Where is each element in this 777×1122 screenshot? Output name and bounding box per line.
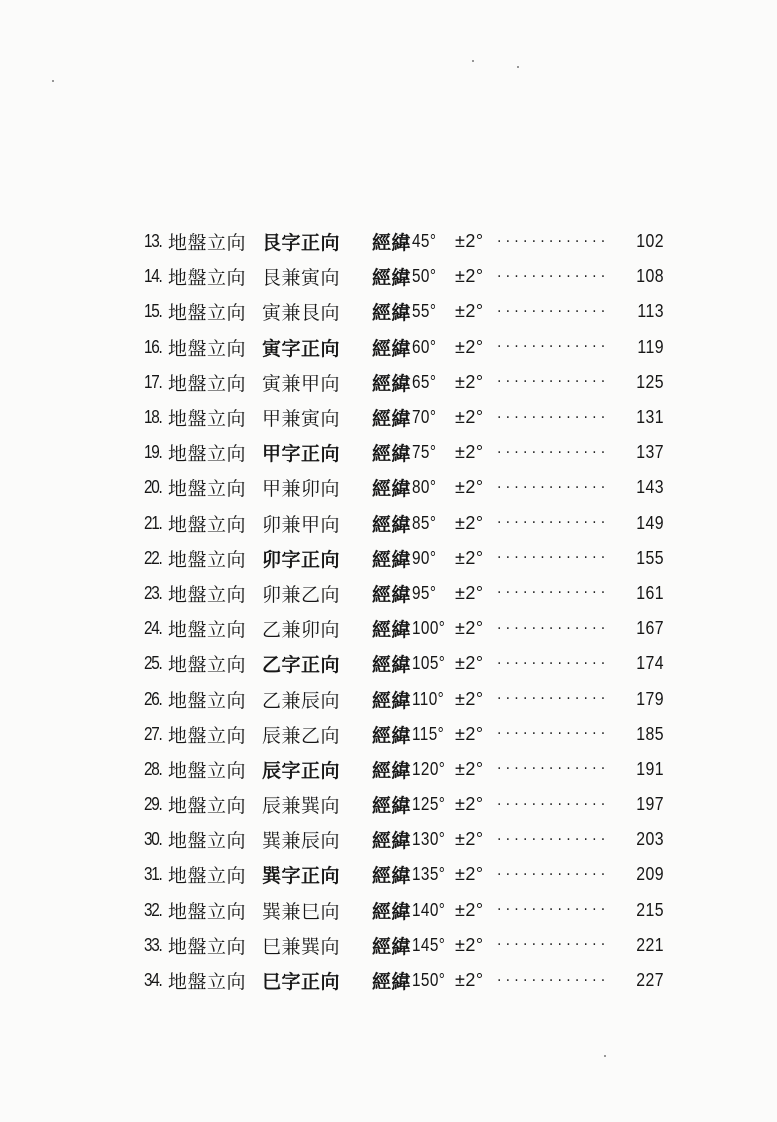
degree-label: 經緯 [372, 689, 412, 712]
toc-entry[interactable] [144, 787, 664, 822]
dot-leader: ············· [497, 444, 610, 461]
toc-entry[interactable] [144, 893, 664, 928]
degree-value: 110° [412, 688, 445, 709]
entry-direction: 甲字正向 [262, 443, 341, 466]
entry-degree [372, 615, 455, 642]
dot-leader: ············· [497, 585, 610, 602]
degree-label: 經緯 [372, 478, 412, 501]
degree-label: 經緯 [372, 232, 412, 255]
scan-speck [52, 80, 54, 82]
toc-entry[interactable] [144, 330, 664, 365]
entry-degree [372, 545, 455, 572]
entry-tolerance: ±2° [455, 512, 484, 533]
entry-number: 31. [144, 864, 162, 885]
entry-name: 地盤立向 [168, 513, 247, 536]
entry-direction: 辰兼乙向 [262, 724, 341, 747]
entry-direction: 艮兼寅向 [262, 267, 341, 290]
degree-label: 經緯 [372, 724, 412, 747]
entry-tolerance: ±2° [455, 899, 484, 920]
entry-tolerance: ±2° [455, 266, 484, 287]
degree-value: 45° [412, 231, 437, 252]
entry-direction: 辰兼巽向 [262, 795, 341, 818]
entry-name: 地盤立向 [168, 337, 247, 360]
entry-number: 34. [144, 970, 162, 991]
degree-label: 經緯 [372, 443, 412, 466]
toc-entry[interactable] [144, 752, 664, 787]
dot-leader: ············· [497, 409, 610, 426]
entry-tolerance: ±2° [455, 829, 484, 850]
entry-degree [372, 369, 455, 396]
entry-tolerance: ±2° [455, 758, 484, 779]
entry-direction: 寅兼艮向 [262, 302, 341, 325]
toc-entry[interactable] [144, 400, 664, 435]
entry-name: 地盤立向 [168, 865, 247, 888]
entry-degree [372, 791, 455, 818]
entry-tolerance: ±2° [455, 582, 484, 603]
degree-label: 經緯 [372, 935, 412, 958]
entry-page-number: 143 [636, 477, 664, 498]
entry-direction: 乙字正向 [262, 654, 341, 677]
degree-value: 100° [412, 618, 446, 639]
degree-label: 經緯 [372, 583, 412, 606]
entry-page-number: 197 [636, 794, 664, 815]
degree-value: 70° [412, 407, 437, 428]
degree-label: 經緯 [372, 971, 412, 994]
toc-entry[interactable] [144, 541, 664, 576]
toc-entry[interactable] [144, 470, 664, 505]
toc-entry[interactable] [144, 259, 664, 294]
entry-degree [372, 263, 455, 290]
entry-degree [372, 650, 455, 677]
entry-tolerance: ±2° [455, 477, 484, 498]
entry-name: 地盤立向 [168, 795, 247, 818]
entry-degree [372, 721, 455, 748]
entry-number: 27. [144, 723, 162, 744]
degree-value: 95° [412, 582, 437, 603]
entry-name: 地盤立向 [168, 232, 247, 255]
entry-degree [372, 298, 455, 325]
entry-degree [372, 861, 455, 888]
toc-entry[interactable] [144, 224, 664, 259]
entry-name: 地盤立向 [168, 302, 247, 325]
entry-direction: 乙兼辰向 [262, 689, 341, 712]
entry-tolerance: ±2° [455, 794, 484, 815]
degree-value: 140° [412, 899, 446, 920]
toc-entry[interactable] [144, 646, 664, 681]
scan-speck [517, 66, 519, 68]
entry-direction: 巳字正向 [262, 971, 341, 994]
scan-speck [472, 60, 474, 62]
entry-degree [372, 932, 455, 959]
entry-page-number: 149 [636, 512, 664, 533]
entry-number: 24. [144, 618, 162, 639]
entry-direction: 巳兼巽向 [262, 935, 341, 958]
entry-number: 15. [144, 301, 162, 322]
degree-value: 145° [412, 934, 446, 955]
entry-number: 29. [144, 794, 162, 815]
toc-entry[interactable] [144, 435, 664, 470]
toc-entry[interactable] [144, 506, 664, 541]
entry-direction: 甲兼卯向 [262, 478, 341, 501]
dot-leader: ············· [497, 339, 610, 356]
entry-degree [372, 510, 455, 537]
entry-number: 18. [144, 407, 162, 428]
entry-tolerance: ±2° [455, 336, 484, 357]
entry-tolerance: ±2° [455, 407, 484, 428]
degree-value: 55° [412, 301, 437, 322]
entry-name: 地盤立向 [168, 583, 247, 606]
entry-page-number: 161 [636, 582, 664, 603]
degree-value: 85° [412, 512, 437, 533]
entry-tolerance: ±2° [455, 547, 484, 568]
entry-page-number: 119 [637, 336, 664, 357]
entry-tolerance: ±2° [455, 231, 484, 252]
entry-direction: 巽兼辰向 [262, 830, 341, 853]
dot-leader: ············· [497, 902, 610, 919]
degree-label: 經緯 [372, 513, 412, 536]
entry-degree [372, 474, 455, 501]
toc-entry[interactable] [144, 963, 664, 998]
entry-direction: 卯字正向 [262, 548, 341, 571]
entry-degree [372, 826, 455, 853]
entry-name: 地盤立向 [168, 267, 247, 290]
degree-value: 135° [412, 864, 446, 885]
dot-leader: ············· [497, 515, 610, 532]
entry-direction: 寅兼甲向 [262, 372, 341, 395]
entry-tolerance: ±2° [455, 688, 484, 709]
entry-direction: 卯兼甲向 [262, 513, 341, 536]
degree-label: 經緯 [372, 759, 412, 782]
entry-degree [372, 334, 455, 361]
degree-label: 經緯 [372, 619, 412, 642]
entry-name: 地盤立向 [168, 548, 247, 571]
entry-tolerance: ±2° [455, 442, 484, 463]
degree-value: 90° [412, 547, 437, 568]
entry-page-number: 125 [636, 371, 664, 392]
toc-entry[interactable] [144, 857, 664, 892]
dot-leader: ············· [497, 831, 610, 848]
degree-value: 150° [412, 970, 446, 991]
entry-name: 地盤立向 [168, 478, 247, 501]
entry-direction: 卯兼乙向 [262, 583, 341, 606]
entry-number: 13. [144, 231, 162, 252]
entry-page-number: 113 [637, 301, 664, 322]
entry-name: 地盤立向 [168, 935, 247, 958]
entry-page-number: 191 [636, 758, 664, 779]
entry-page-number: 108 [636, 266, 664, 287]
entry-number: 23. [144, 582, 162, 603]
entry-number: 14. [144, 266, 162, 287]
degree-value: 80° [412, 477, 437, 498]
entry-degree [372, 686, 455, 713]
dot-leader: ············· [497, 937, 610, 954]
toc-entry[interactable] [144, 928, 664, 963]
entry-tolerance: ±2° [455, 723, 484, 744]
entry-direction: 艮字正向 [262, 232, 341, 255]
degree-label: 經緯 [372, 865, 412, 888]
entry-name: 地盤立向 [168, 900, 247, 923]
dot-leader: ············· [497, 268, 610, 285]
dot-leader: ············· [497, 655, 610, 672]
entry-degree [372, 756, 455, 783]
toc-entry[interactable] [144, 294, 664, 329]
dot-leader: ············· [497, 550, 610, 567]
entry-page-number: 203 [636, 829, 664, 850]
entry-name: 地盤立向 [168, 830, 247, 853]
entry-name: 地盤立向 [168, 689, 247, 712]
dot-leader: ············· [497, 972, 610, 989]
degree-label: 經緯 [372, 830, 412, 853]
degree-value: 75° [412, 442, 437, 463]
entry-page-number: 155 [636, 547, 664, 568]
entry-tolerance: ±2° [455, 970, 484, 991]
entry-name: 地盤立向 [168, 759, 247, 782]
entry-name: 地盤立向 [168, 372, 247, 395]
entry-page-number: 179 [636, 688, 664, 709]
dot-leader: ············· [497, 479, 610, 496]
entry-page-number: 185 [636, 723, 664, 744]
entry-name: 地盤立向 [168, 408, 247, 431]
entry-number: 20. [144, 477, 162, 498]
degree-label: 經緯 [372, 795, 412, 818]
toc-entry[interactable] [144, 576, 664, 611]
entry-name: 地盤立向 [168, 619, 247, 642]
degree-label: 經緯 [372, 408, 412, 431]
entry-page-number: 137 [636, 442, 664, 463]
entry-tolerance: ±2° [455, 618, 484, 639]
entry-degree [372, 897, 455, 924]
degree-label: 經緯 [372, 267, 412, 290]
entry-number: 22. [144, 547, 162, 568]
entry-number: 30. [144, 829, 162, 850]
dot-leader: ············· [497, 303, 610, 320]
dot-leader: ············· [497, 726, 610, 743]
entry-number: 16. [144, 336, 162, 357]
toc-entry[interactable] [144, 611, 664, 646]
entry-number: 28. [144, 758, 162, 779]
degree-label: 經緯 [372, 337, 412, 360]
entry-page-number: 167 [636, 618, 664, 639]
entry-number: 26. [144, 688, 162, 709]
entry-number: 17. [144, 371, 162, 392]
entry-tolerance: ±2° [455, 301, 484, 322]
dot-leader: ············· [497, 796, 610, 813]
entry-page-number: 221 [636, 934, 664, 955]
dot-leader: ············· [497, 761, 610, 778]
entry-page-number: 102 [636, 231, 664, 252]
degree-value: 60° [412, 336, 437, 357]
toc-entry[interactable] [144, 365, 664, 400]
table-of-contents [144, 224, 664, 998]
degree-label: 經緯 [372, 372, 412, 395]
dot-leader: ············· [497, 374, 610, 391]
degree-label: 經緯 [372, 654, 412, 677]
entry-number: 33. [144, 934, 162, 955]
entry-name: 地盤立向 [168, 971, 247, 994]
degree-label: 經緯 [372, 900, 412, 923]
entry-degree [372, 228, 455, 255]
toc-entry[interactable] [144, 822, 664, 857]
entry-name: 地盤立向 [168, 654, 247, 677]
entry-tolerance: ±2° [455, 934, 484, 955]
degree-label: 經緯 [372, 302, 412, 325]
scan-speck [604, 1055, 606, 1057]
entry-tolerance: ±2° [455, 653, 484, 674]
entry-tolerance: ±2° [455, 371, 484, 392]
degree-value: 115° [412, 723, 445, 744]
entry-page-number: 215 [636, 899, 664, 920]
dot-leader: ············· [497, 691, 610, 708]
entry-direction: 乙兼卯向 [262, 619, 341, 642]
degree-label: 經緯 [372, 548, 412, 571]
entry-name: 地盤立向 [168, 724, 247, 747]
degree-value: 130° [412, 829, 446, 850]
entry-number: 25. [144, 653, 162, 674]
entry-degree [372, 439, 455, 466]
degree-value: 120° [412, 758, 446, 779]
degree-value: 65° [412, 371, 437, 392]
entry-name: 地盤立向 [168, 443, 247, 466]
toc-entry[interactable] [144, 717, 664, 752]
entry-number: 19. [144, 442, 162, 463]
entry-page-number: 209 [636, 864, 664, 885]
degree-value: 50° [412, 266, 437, 287]
entry-direction: 寅字正向 [262, 337, 341, 360]
entry-direction: 甲兼寅向 [262, 408, 341, 431]
toc-entry[interactable] [144, 681, 664, 716]
entry-degree [372, 580, 455, 607]
degree-value: 105° [412, 653, 446, 674]
dot-leader: ············· [497, 233, 610, 250]
entry-direction: 辰字正向 [262, 759, 341, 782]
entry-page-number: 174 [636, 653, 664, 674]
entry-page-number: 131 [636, 407, 664, 428]
dot-leader: ············· [497, 620, 610, 637]
entry-number: 21. [144, 512, 162, 533]
entry-degree [372, 967, 455, 994]
entry-direction: 巽字正向 [262, 865, 341, 888]
entry-page-number: 227 [636, 970, 664, 991]
dot-leader: ············· [497, 866, 610, 883]
entry-tolerance: ±2° [455, 864, 484, 885]
entry-number: 32. [144, 899, 162, 920]
entry-degree [372, 404, 455, 431]
entry-direction: 巽兼巳向 [262, 900, 341, 923]
degree-value: 125° [412, 794, 446, 815]
